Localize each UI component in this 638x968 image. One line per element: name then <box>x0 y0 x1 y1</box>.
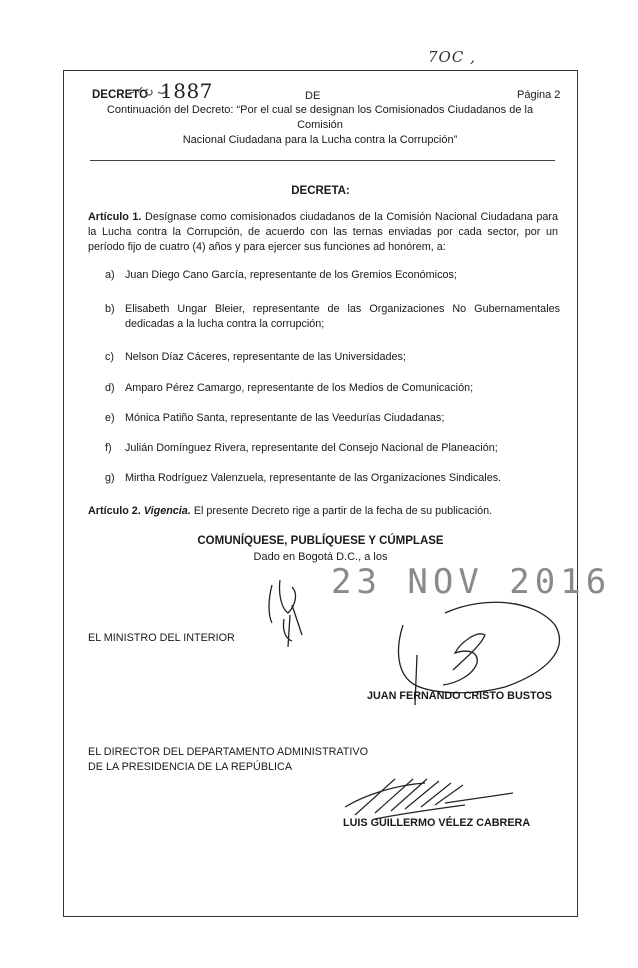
article-1-heading: Artículo 1. <box>88 211 142 223</box>
article-1-text: Desígnase como comisionados ciudadanos de la Comisión Nacional Ciudadana para la Lucha contra la Corrupción, de acuerdo con las ternas enviadas por cada sector, por un período fijo de cuatro (4) años y para ejercer sus funciones ad honórem, a: <box>88 211 558 253</box>
minister-name: JUAN FERNANDO CRISTO BUSTOS <box>367 690 552 702</box>
list-item-marker: b) <box>105 303 115 315</box>
list-item-marker: g) <box>105 472 115 484</box>
divider <box>90 160 555 161</box>
decreta-heading: DECRETA: <box>291 185 350 197</box>
subtitle-line: Continuación del Decreto: “Por el cual se designan los Comisionados Ciudadanos de la Comisión <box>106 104 534 131</box>
given-at: Dado en Bogotá D.C., a los <box>253 551 388 563</box>
list-item-text: Mónica Patiño Santa, representante de las Veedurías Ciudadanas; <box>125 412 445 424</box>
list-item-text: Mirtha Rodríguez Valenzuela, representante de las Organizaciones Sindicales. <box>125 472 502 484</box>
subtitle-line: Nacional Ciudadana para la Lucha contra la Corrupción” <box>182 134 458 146</box>
director-title-line: DE LA PRESIDENCIA DE LA REPÚBLICA <box>88 761 293 773</box>
date-stamp: 23 NOV 2016 <box>331 562 612 602</box>
list-item-text: Juan Diego Cano García, representante de los Gremios Económicos; <box>125 269 457 281</box>
closing-formula: COMUNÍQUESE, PUBLÍQUESE Y CÚMPLASE <box>197 535 444 547</box>
decree-de-label: DE <box>305 90 321 102</box>
decree-number: 1887 <box>160 79 213 103</box>
list-item-marker: e) <box>105 412 115 424</box>
list-item-marker: c) <box>105 351 114 363</box>
list-item-text: Amparo Pérez Camargo, representante de los Medios de Comunicación; <box>125 382 474 394</box>
article-1 <box>88 210 558 255</box>
initials-signature <box>258 575 318 655</box>
decree-label: DECRETO <box>92 89 149 101</box>
list-item-text: Julián Domínguez Rivera, representante del Consejo Nacional de Planeación; <box>125 442 498 454</box>
list-item-marker: d) <box>105 382 115 394</box>
article-2-heading: Artículo 2. <box>88 505 141 517</box>
director-title-line: EL DIRECTOR DEL DEPARTAMENTO ADMINISTRATIVO <box>88 746 368 758</box>
list-item-marker: f) <box>105 442 112 454</box>
minister-title: EL MINISTRO DEL INTERIOR <box>88 632 235 644</box>
list-item-text: Nelson Díaz Cáceres, representante de las Universidades; <box>125 351 406 363</box>
handwritten-reference: 7OC , <box>428 48 476 66</box>
article-2 <box>88 504 558 519</box>
director-name: LUIS GUILLERMO VÉLEZ CABRERA <box>343 817 531 829</box>
director-title <box>88 745 368 775</box>
list-item-text: Elisabeth Ungar Bleier, representante de las Organizaciones No Gubernamentales dedicadas a la lucha contra la corrupción; <box>125 303 560 330</box>
article-2-subheading: Vigencia. <box>143 505 191 517</box>
list-item <box>105 302 560 334</box>
article-2-text: El presente Decreto rige a partir de la fecha de su publicación. <box>193 505 493 517</box>
decree-subtitle <box>85 103 555 148</box>
page-number: Página 2 <box>517 89 561 101</box>
list-item-marker: a) <box>105 269 115 281</box>
